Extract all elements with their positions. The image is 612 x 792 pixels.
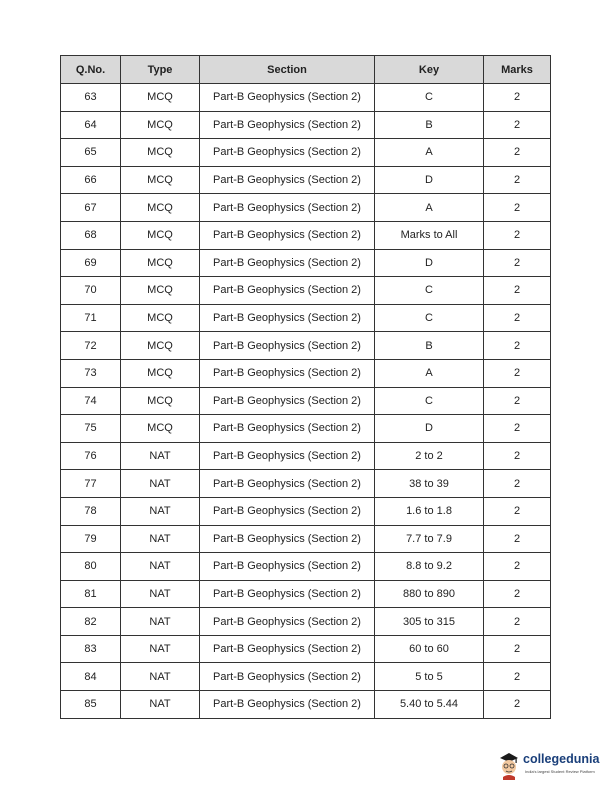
cell-type: NAT: [121, 525, 200, 553]
cell-section: Part-B Geophysics (Section 2): [200, 635, 375, 663]
cell-type: MCQ: [121, 359, 200, 387]
table-row: [61, 304, 551, 332]
cell-key: 38 to 39: [375, 470, 484, 498]
table-row: [61, 332, 551, 360]
cell-section: Part-B Geophysics (Section 2): [200, 553, 375, 581]
cell-qno: 72: [61, 332, 121, 360]
cell-section: Part-B Geophysics (Section 2): [200, 84, 375, 112]
cell-type: MCQ: [121, 221, 200, 249]
cell-marks: 2: [484, 608, 551, 636]
cell-section: Part-B Geophysics (Section 2): [200, 608, 375, 636]
header-qno: Q.No.: [61, 56, 121, 84]
cell-qno: 64: [61, 111, 121, 139]
cell-qno: 67: [61, 194, 121, 222]
cell-section: Part-B Geophysics (Section 2): [200, 277, 375, 305]
cell-key: C: [375, 304, 484, 332]
cell-key: 7.7 to 7.9: [375, 525, 484, 553]
cell-qno: 82: [61, 608, 121, 636]
cell-marks: 2: [484, 84, 551, 112]
cell-marks: 2: [484, 194, 551, 222]
cell-key: B: [375, 111, 484, 139]
cell-marks: 2: [484, 277, 551, 305]
cell-key: 1.6 to 1.8: [375, 497, 484, 525]
header-marks: Marks: [484, 56, 551, 84]
cell-type: NAT: [121, 663, 200, 691]
cell-section: Part-B Geophysics (Section 2): [200, 415, 375, 443]
table-row: [61, 415, 551, 443]
table-row: [61, 359, 551, 387]
cell-key: Marks to All: [375, 221, 484, 249]
header-key: Key: [375, 56, 484, 84]
logo-wordmark: collegedunia: [523, 752, 600, 766]
table-row: [61, 580, 551, 608]
cell-section: Part-B Geophysics (Section 2): [200, 663, 375, 691]
cell-qno: 74: [61, 387, 121, 415]
header-type: Type: [121, 56, 200, 84]
cell-type: MCQ: [121, 194, 200, 222]
cell-key: D: [375, 415, 484, 443]
table-row: [61, 663, 551, 691]
header-section: Section: [200, 56, 375, 84]
cell-section: Part-B Geophysics (Section 2): [200, 580, 375, 608]
cell-type: NAT: [121, 580, 200, 608]
cell-type: MCQ: [121, 249, 200, 277]
cell-section: Part-B Geophysics (Section 2): [200, 442, 375, 470]
cell-key: 8.8 to 9.2: [375, 553, 484, 581]
table-row: [61, 194, 551, 222]
table-row: [61, 608, 551, 636]
cell-section: Part-B Geophysics (Section 2): [200, 249, 375, 277]
cell-key: C: [375, 277, 484, 305]
cell-qno: 75: [61, 415, 121, 443]
cell-marks: 2: [484, 332, 551, 360]
table-body: [61, 84, 551, 719]
cell-qno: 69: [61, 249, 121, 277]
answer-key-table: [60, 55, 551, 719]
cell-section: Part-B Geophysics (Section 2): [200, 359, 375, 387]
cell-marks: 2: [484, 359, 551, 387]
cell-type: MCQ: [121, 84, 200, 112]
cell-type: MCQ: [121, 166, 200, 194]
cell-section: Part-B Geophysics (Section 2): [200, 387, 375, 415]
table-row: [61, 470, 551, 498]
cell-section: Part-B Geophysics (Section 2): [200, 525, 375, 553]
cell-qno: 70: [61, 277, 121, 305]
cell-type: NAT: [121, 470, 200, 498]
cell-marks: 2: [484, 580, 551, 608]
cell-qno: 79: [61, 525, 121, 553]
cell-type: MCQ: [121, 415, 200, 443]
cell-key: 2 to 2: [375, 442, 484, 470]
cell-type: NAT: [121, 691, 200, 719]
table-row: [61, 525, 551, 553]
cell-type: NAT: [121, 608, 200, 636]
cell-marks: 2: [484, 663, 551, 691]
cell-key: D: [375, 166, 484, 194]
cell-marks: 2: [484, 470, 551, 498]
cell-qno: 76: [61, 442, 121, 470]
table-header-row: [61, 56, 551, 84]
cell-section: Part-B Geophysics (Section 2): [200, 470, 375, 498]
cell-marks: 2: [484, 304, 551, 332]
table-row: [61, 277, 551, 305]
cell-key: C: [375, 84, 484, 112]
cell-key: A: [375, 194, 484, 222]
table-row: [61, 84, 551, 112]
cell-section: Part-B Geophysics (Section 2): [200, 111, 375, 139]
cell-section: Part-B Geophysics (Section 2): [200, 221, 375, 249]
cell-section: Part-B Geophysics (Section 2): [200, 139, 375, 167]
cell-section: Part-B Geophysics (Section 2): [200, 691, 375, 719]
cell-qno: 85: [61, 691, 121, 719]
cell-qno: 83: [61, 635, 121, 663]
logo-tagline: India's largest Student Review Platform: [525, 769, 595, 774]
cell-type: MCQ: [121, 139, 200, 167]
table-row: [61, 387, 551, 415]
cell-section: Part-B Geophysics (Section 2): [200, 304, 375, 332]
cell-key: 305 to 315: [375, 608, 484, 636]
cell-key: C: [375, 387, 484, 415]
cell-type: NAT: [121, 497, 200, 525]
table-row: [61, 166, 551, 194]
cell-marks: 2: [484, 497, 551, 525]
cell-section: Part-B Geophysics (Section 2): [200, 166, 375, 194]
cell-qno: 77: [61, 470, 121, 498]
cell-key: A: [375, 359, 484, 387]
cell-marks: 2: [484, 111, 551, 139]
cell-type: NAT: [121, 442, 200, 470]
cell-qno: 66: [61, 166, 121, 194]
table-row: [61, 691, 551, 719]
table-row: [61, 497, 551, 525]
cell-type: MCQ: [121, 111, 200, 139]
cell-key: 5 to 5: [375, 663, 484, 691]
cell-qno: 65: [61, 139, 121, 167]
graduate-mascot-icon: [498, 750, 520, 780]
cell-key: 5.40 to 5.44: [375, 691, 484, 719]
table-row: [61, 139, 551, 167]
cell-qno: 84: [61, 663, 121, 691]
cell-section: Part-B Geophysics (Section 2): [200, 497, 375, 525]
cell-qno: 68: [61, 221, 121, 249]
cell-type: NAT: [121, 553, 200, 581]
table-row: [61, 635, 551, 663]
cell-marks: 2: [484, 415, 551, 443]
cell-qno: 71: [61, 304, 121, 332]
cell-type: MCQ: [121, 277, 200, 305]
cell-key: 60 to 60: [375, 635, 484, 663]
cell-type: NAT: [121, 635, 200, 663]
collegedunia-logo: [498, 750, 608, 784]
cell-section: Part-B Geophysics (Section 2): [200, 194, 375, 222]
table-row: [61, 442, 551, 470]
cell-key: 880 to 890: [375, 580, 484, 608]
cell-key: A: [375, 139, 484, 167]
cell-qno: 78: [61, 497, 121, 525]
cell-marks: 2: [484, 387, 551, 415]
cell-type: MCQ: [121, 304, 200, 332]
cell-qno: 63: [61, 84, 121, 112]
cell-marks: 2: [484, 553, 551, 581]
cell-marks: 2: [484, 166, 551, 194]
cell-marks: 2: [484, 525, 551, 553]
cell-key: D: [375, 249, 484, 277]
cell-marks: 2: [484, 139, 551, 167]
cell-marks: 2: [484, 249, 551, 277]
cell-marks: 2: [484, 691, 551, 719]
cell-qno: 81: [61, 580, 121, 608]
cell-marks: 2: [484, 221, 551, 249]
cell-marks: 2: [484, 635, 551, 663]
table-row: [61, 111, 551, 139]
cell-section: Part-B Geophysics (Section 2): [200, 332, 375, 360]
cell-qno: 80: [61, 553, 121, 581]
table-row: [61, 249, 551, 277]
table-row: [61, 221, 551, 249]
cell-type: MCQ: [121, 387, 200, 415]
cell-qno: 73: [61, 359, 121, 387]
cell-type: MCQ: [121, 332, 200, 360]
table-row: [61, 553, 551, 581]
cell-marks: 2: [484, 442, 551, 470]
cell-key: B: [375, 332, 484, 360]
